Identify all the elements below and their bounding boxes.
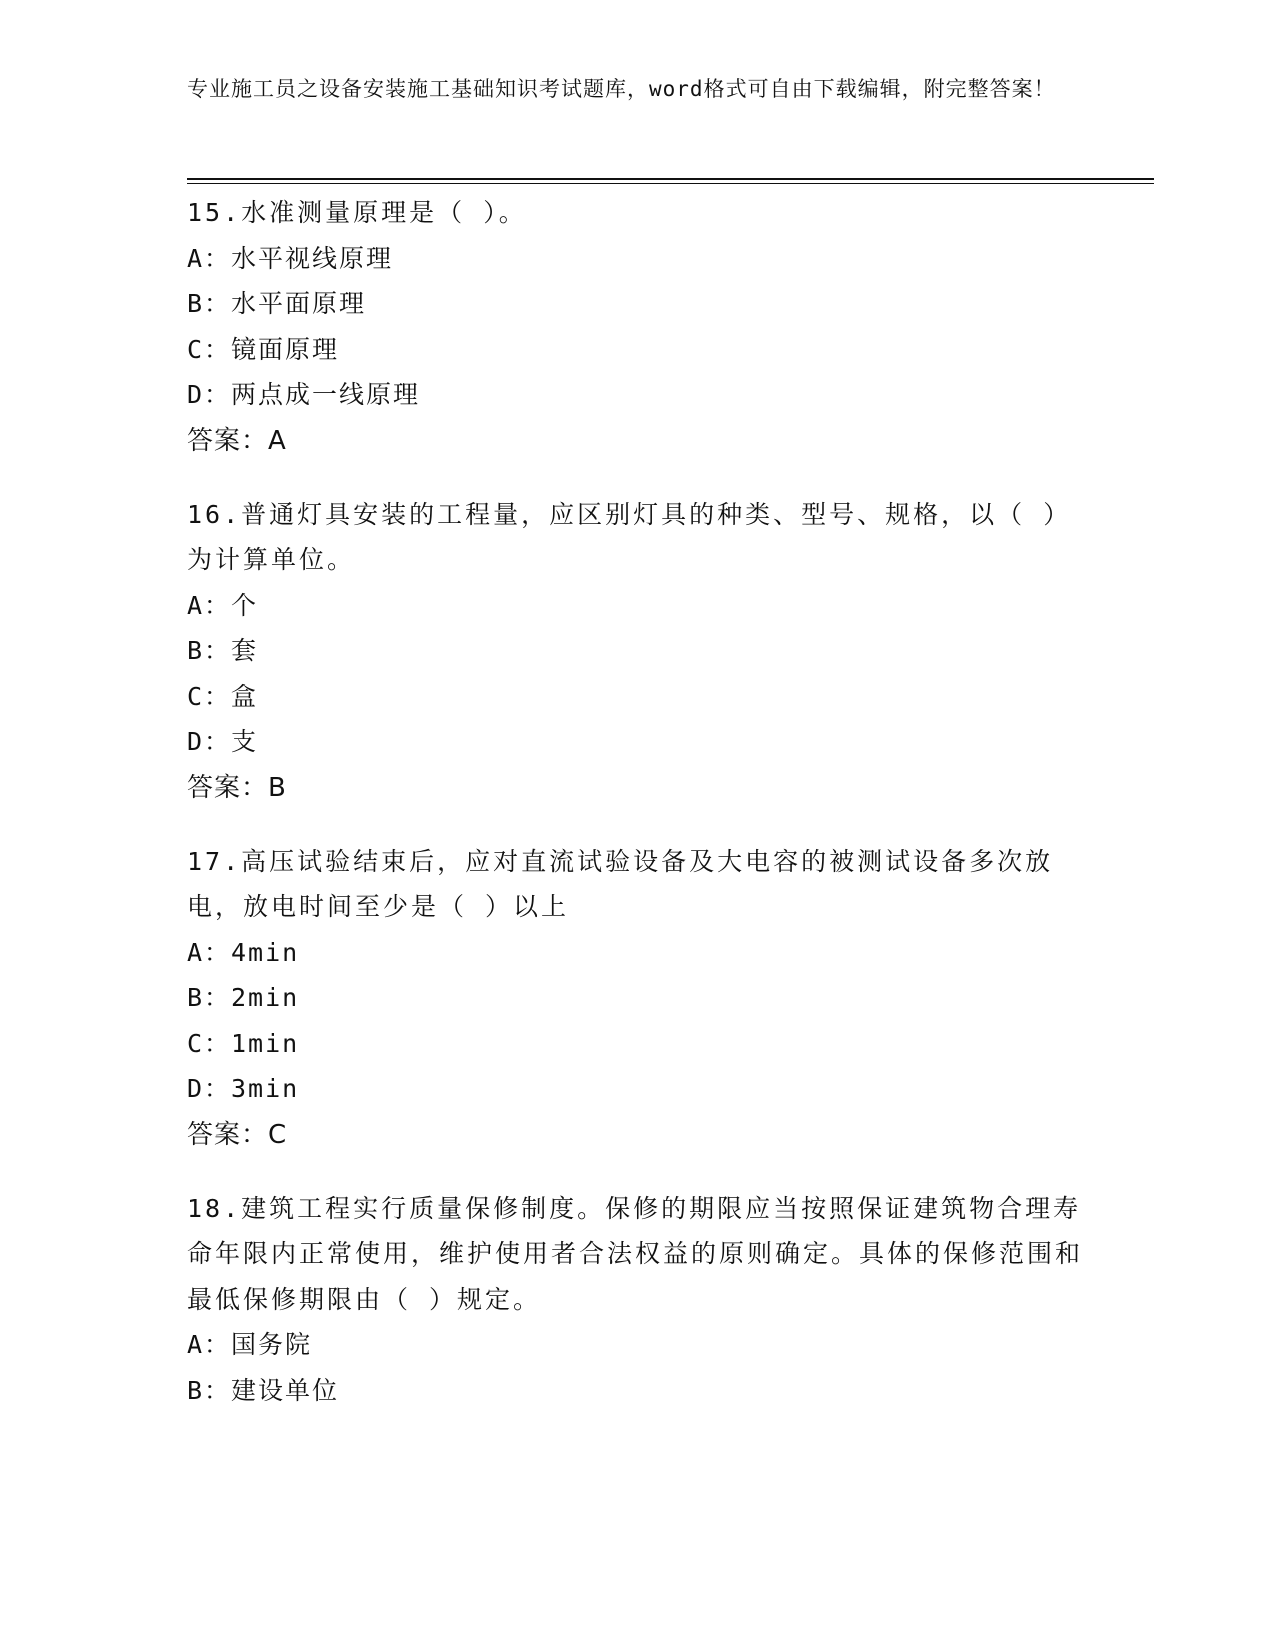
question-17 — [187, 839, 1087, 1158]
question-number: 17. — [187, 846, 242, 876]
option-key: B： — [187, 1375, 232, 1405]
option-key: C： — [187, 681, 232, 711]
option-text: 镜面原理 — [231, 334, 340, 364]
option-b — [187, 281, 1087, 327]
option-text: 2min — [231, 983, 300, 1012]
question-number: 15. — [187, 198, 242, 227]
option-key: C： — [187, 1028, 232, 1058]
option-text: 支 — [231, 727, 259, 756]
option-key: D： — [187, 1074, 232, 1103]
question-18 — [187, 1186, 1087, 1414]
option-key: A： — [187, 590, 232, 620]
option-text: 个 — [231, 590, 259, 620]
question-15 — [187, 190, 1087, 464]
option-key: B： — [187, 636, 232, 665]
option-text: 套 — [231, 636, 259, 665]
header-title: 专业施工员之设备安装施工基础知识考试题库，word格式可自由下载编辑，附完整答案！ — [187, 77, 1056, 101]
option-text: 建设单位 — [231, 1375, 340, 1405]
option-b — [187, 628, 1087, 674]
option-text: 盒 — [231, 681, 259, 711]
option-key: D： — [187, 727, 232, 756]
option-key: B： — [187, 289, 232, 318]
option-a — [187, 583, 1087, 629]
option-text: 3min — [231, 1074, 300, 1103]
option-c — [187, 674, 1087, 720]
answer-line: 答案：B — [187, 772, 287, 803]
option-text: 水平视线原理 — [231, 243, 394, 273]
question-text — [187, 190, 1087, 236]
question-stem: 建筑工程实行质量保修制度。保修的期限应当按照保证建筑物合理寿命年限内正常使用，维护使用者合法权益的原则确定。具体的保修范围和最低保修期限由（ ）规定。 — [187, 1193, 1084, 1314]
option-text: 水平面原理 — [231, 289, 367, 318]
option-key: D： — [187, 380, 232, 409]
option-key: A： — [187, 937, 232, 967]
option-c — [187, 1021, 1087, 1067]
option-a — [187, 930, 1087, 976]
document-header — [187, 74, 1067, 105]
option-b — [187, 1368, 1087, 1414]
option-text: 1min — [231, 1028, 300, 1058]
answer-line: 答案：C — [187, 1119, 288, 1150]
option-b — [187, 975, 1087, 1021]
header-divider-thin — [187, 183, 1154, 184]
question-list — [187, 190, 1087, 1441]
option-key: A： — [187, 243, 232, 273]
question-text — [187, 1186, 1087, 1323]
question-16 — [187, 492, 1087, 811]
option-a — [187, 236, 1087, 282]
question-stem: 水准测量原理是（ ）。 — [241, 198, 527, 227]
question-stem: 普通灯具安装的工程量，应区别灯具的种类、型号、规格，以（ ）为计算单位。 — [187, 499, 1072, 574]
question-text — [187, 839, 1087, 930]
option-d — [187, 372, 1087, 418]
question-text — [187, 492, 1087, 583]
option-c — [187, 327, 1087, 373]
header-divider-thick — [187, 178, 1154, 180]
question-number: 18. — [187, 1193, 242, 1223]
option-text: 国务院 — [231, 1330, 313, 1359]
option-key: C： — [187, 334, 232, 364]
option-d — [187, 1066, 1087, 1112]
option-d — [187, 719, 1087, 765]
option-key: B： — [187, 983, 232, 1012]
question-stem: 高压试验结束后，应对直流试验设备及大电容的被测试设备多次放电，放电时间至少是（ ）以上 — [187, 846, 1054, 921]
option-text: 两点成一线原理 — [231, 380, 421, 409]
option-key: A： — [187, 1330, 232, 1359]
option-text: 4min — [231, 937, 300, 967]
option-a — [187, 1322, 1087, 1368]
question-number: 16. — [187, 499, 242, 529]
answer-line: 答案：A — [187, 425, 287, 456]
